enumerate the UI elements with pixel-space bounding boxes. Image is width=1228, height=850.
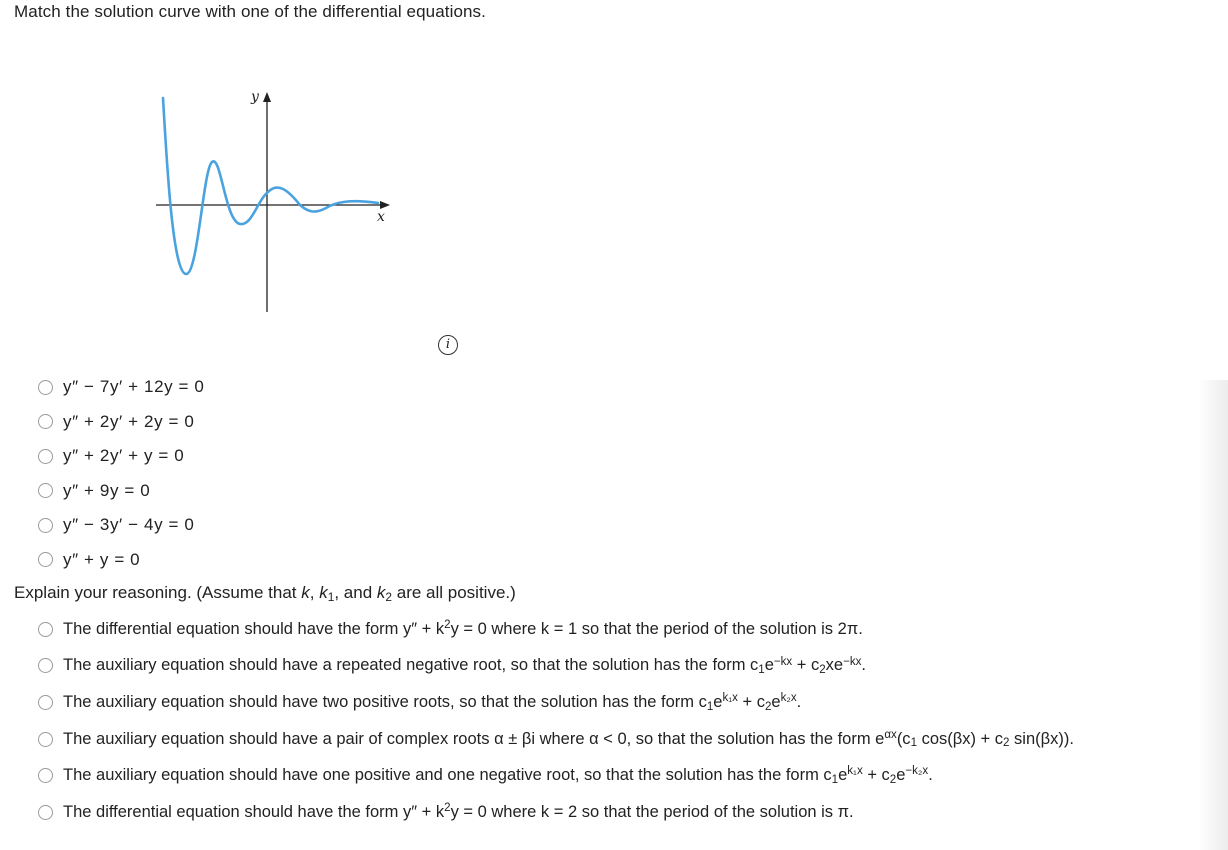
equation-option[interactable] [38, 508, 204, 543]
reason-option[interactable] [38, 794, 1074, 831]
reason-option[interactable] [38, 611, 1074, 648]
radio-button[interactable] [38, 552, 53, 567]
solution-curve-graph [150, 88, 400, 318]
reason-label: The auxiliary equation should have one positive and one negative root, so that the solution has the form $c_1e^{k_1x} + c_2e^{-k_2x}$. [63, 765, 933, 787]
reason-label: The differential equation should have the form $y'' + k^2y = 0$ where k = 2 so that the period of the solution is π. [63, 802, 854, 821]
reasoning-choices [38, 611, 1074, 831]
equation-label: y″ − 7y′ + 12y = 0 [63, 377, 205, 397]
radio-button[interactable] [38, 622, 53, 637]
equation-label: y″ + y = 0 [63, 549, 141, 569]
x-axis-label: x [377, 209, 385, 225]
radio-button[interactable] [38, 449, 53, 464]
equation-label: y″ + 9y = 0 [63, 480, 151, 500]
radio-button[interactable] [38, 805, 53, 820]
reason-option[interactable] [38, 684, 1074, 721]
equation-option[interactable] [38, 474, 204, 509]
reason-option[interactable] [38, 757, 1074, 794]
page-edge-shadow [1198, 380, 1228, 850]
reason-label: The auxiliary equation should have two positive roots, so that the solution has the form $c_1e^{k_1x} + c_2e^{k_2x}$. [63, 692, 802, 713]
reason-option[interactable] [38, 721, 1074, 758]
radio-button[interactable] [38, 732, 53, 747]
solution-curve [163, 98, 378, 274]
x-axis-arrow [380, 201, 390, 209]
radio-button[interactable] [38, 768, 53, 783]
reason-option[interactable] [38, 648, 1074, 685]
reason-label: The differential equation should have the form $y'' + k^2y = 0$ where k = 1 so that the period of the solution is 2π. [63, 619, 863, 638]
radio-button[interactable] [38, 658, 53, 673]
radio-button[interactable] [38, 380, 53, 395]
reason-label: The auxiliary equation should have a pair of complex roots α ± βi where α < 0, so that the solution has the form $e^{\alpha x}(c_1$ $\cos(\beta x) + c_2$ sin(βx)). [63, 728, 1074, 750]
equation-option[interactable] [38, 405, 204, 440]
equation-label: y″ + 2y′ + y = 0 [63, 446, 185, 466]
y-axis-arrow [263, 92, 271, 102]
reason-label: The auxiliary equation should have a repeated negative root, so that the solution has the form $c_1e^{-kx} + c_2xe^{-kx}$. [63, 655, 866, 677]
equation-choices [38, 370, 204, 577]
equation-option[interactable] [38, 439, 204, 474]
radio-button[interactable] [38, 695, 53, 710]
y-axis-label: y [251, 89, 259, 105]
radio-button[interactable] [38, 483, 53, 498]
question-prompt: Match the solution curve with one of the differential equations. [14, 2, 486, 21]
info-icon[interactable]: i [438, 335, 458, 355]
explain-prompt: Explain your reasoning. (Assume that k, $k_1$, and $k_2$ are all positive.) [14, 583, 516, 604]
equation-option[interactable] [38, 370, 204, 405]
equation-option[interactable] [38, 543, 204, 578]
radio-button[interactable] [38, 518, 53, 533]
radio-button[interactable] [38, 414, 53, 429]
equation-label: y″ − 3y′ − 4y = 0 [63, 515, 195, 535]
equation-label: y″ + 2y′ + 2y = 0 [63, 411, 195, 431]
